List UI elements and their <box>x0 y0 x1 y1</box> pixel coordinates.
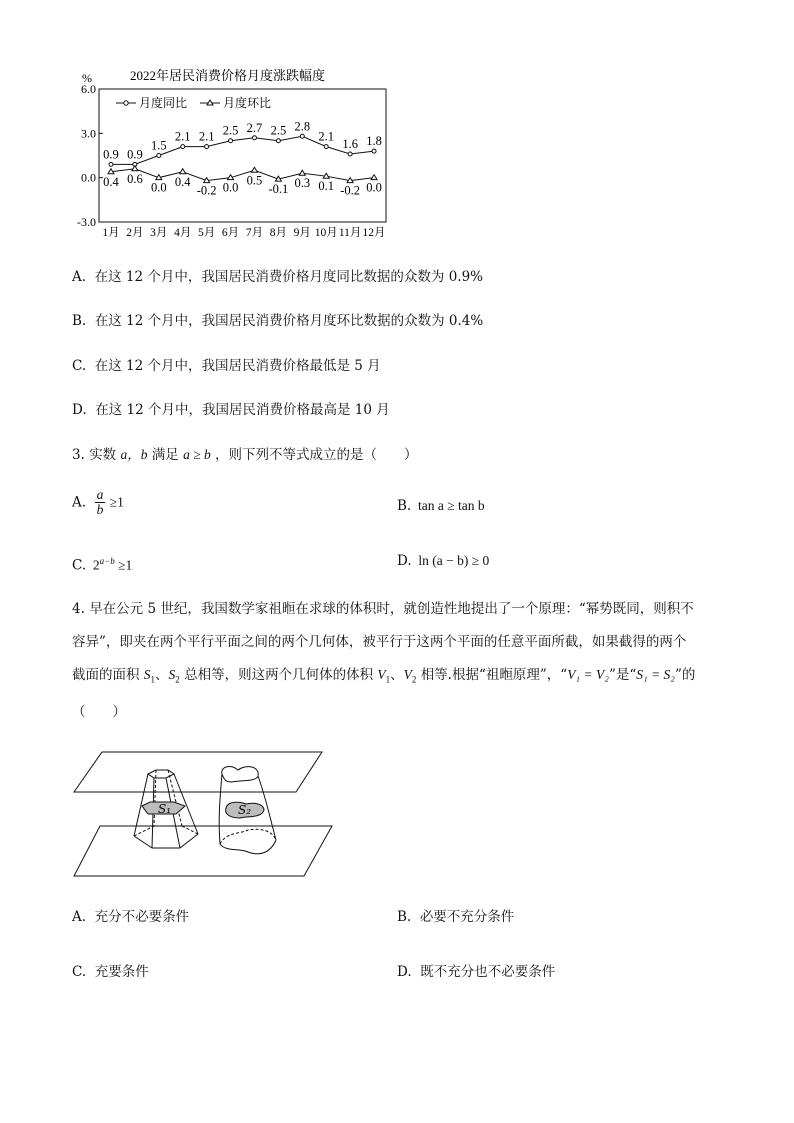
q4-stem-line1: 4. 早在公元 5 世纪，我国数学家祖暅在求球的体积时，就创造性地提出了一个原理：“幂势既同，则积不 <box>72 601 694 617</box>
section-label-s2: S₂ <box>238 803 252 817</box>
x-tick-label: 6月 <box>221 227 240 239</box>
y-tick-label: 6.0 <box>81 82 96 96</box>
data-point <box>299 170 305 175</box>
x-tick-label: 8月 <box>269 227 287 239</box>
q2-option-b[interactable] <box>72 312 483 330</box>
data-label: 0.0 <box>222 180 239 195</box>
data-label: 0.0 <box>150 180 167 195</box>
x-tick-label: 10月 <box>314 227 338 239</box>
x-tick-label: 2月 <box>126 227 144 239</box>
data-label: 0.0 <box>366 180 382 195</box>
x-tick-label: 9月 <box>293 227 311 239</box>
q3-option-b[interactable]: B. tan a ≥ tan b <box>397 498 485 514</box>
data-label: 2.1 <box>174 129 191 144</box>
q4-option-c[interactable]: C. 充要条件 <box>72 964 149 980</box>
data-point <box>276 139 280 143</box>
data-label: 0.4 <box>103 174 119 189</box>
data-point <box>371 175 377 180</box>
zugeng-principle-figure <box>70 748 335 880</box>
q4-stem-line3: 截面的面积 $S_1$、$S_2$ 总相等，则这两个几何体的体积 $V_1$、$V_2$ 相等.根据“祖暅原理”，“V₁ = V₂”是“S₁ = S₂”的 <box>72 667 696 685</box>
data-label: 1.5 <box>150 138 167 153</box>
section-label-s1: S₁ <box>158 802 172 816</box>
data-point <box>229 139 233 143</box>
data-label: -0.2 <box>340 183 361 198</box>
data-point <box>251 167 257 172</box>
data-label: 0.9 <box>103 147 119 162</box>
option-text: 在这 12 个月中，我国居民消费价格最低是 5 月 <box>94 358 381 374</box>
x-tick-label: 12月 <box>362 227 386 239</box>
data-point <box>132 166 138 171</box>
cpi-line-chart <box>70 66 400 246</box>
data-label: 2.1 <box>318 129 335 144</box>
legend-label: 月度同比 <box>139 96 188 110</box>
data-label: 2.1 <box>198 129 215 144</box>
q4-stem-line2: 容异”，即夹在两个平行平面之间的两个几何体，被平行于这两个平面的任意平面所截，如果截得的两个 <box>72 634 687 650</box>
y-tick-label: 0.0 <box>81 170 96 185</box>
data-label: 2.7 <box>246 120 263 135</box>
data-point <box>180 169 186 174</box>
data-label: 2.5 <box>270 123 287 138</box>
data-point <box>181 145 185 149</box>
data-label: 0.3 <box>294 176 311 191</box>
data-point <box>109 162 113 166</box>
option-text: 在这 12 个月中，我国居民消费价格月度同比数据的众数为 0.9% <box>94 269 483 285</box>
option-letter: D. <box>72 402 87 418</box>
q4-paren: （ ） <box>72 704 126 720</box>
data-point <box>372 149 376 153</box>
data-label: -0.2 <box>196 183 217 198</box>
x-tick-label: 5月 <box>198 227 216 239</box>
data-point <box>324 145 328 149</box>
legend-label: 月度环比 <box>223 96 272 110</box>
data-label: 0.1 <box>318 179 335 194</box>
option-text: 在这 12 个月中，我国居民消费价格月度环比数据的众数为 0.4% <box>94 313 484 329</box>
option-text: 在这 12 个月中，我国居民消费价格最高是 10 月 <box>95 402 390 418</box>
x-tick-label: 1月 <box>102 227 120 239</box>
x-tick-label: 4月 <box>174 227 192 239</box>
data-label: 0.9 <box>127 147 143 162</box>
q3-option-c[interactable]: C. $2^{a-b} \ge 1$ <box>72 556 133 574</box>
q3-option-a[interactable]: A. $\frac{a}{b}$ ≥1 <box>72 487 124 517</box>
chart-title: 2022年居民消费价格月度涨跌幅度 <box>130 68 326 83</box>
data-point <box>252 136 256 140</box>
q3-stem: 3. 实数 a，b 满足 a ≥ b ，则下列不等式成立的是（ ） <box>72 447 418 463</box>
question-number: 4. <box>72 601 85 617</box>
data-label: 0.6 <box>127 171 143 186</box>
data-point <box>348 152 352 156</box>
data-label: 0.4 <box>174 174 191 189</box>
q3-option-d[interactable]: D. ln (a − b) ≥ 0 <box>397 553 490 569</box>
y-tick-label: -3.0 <box>77 215 96 229</box>
data-label: 1.8 <box>366 134 382 149</box>
data-point <box>157 154 161 158</box>
x-tick-label: 7月 <box>245 227 264 239</box>
option-letter: B. <box>72 313 87 329</box>
bottom-plane <box>74 826 332 876</box>
data-point <box>300 134 304 138</box>
data-label: -0.1 <box>268 182 289 197</box>
q4-option-a[interactable]: A. 充分不必要条件 <box>72 909 190 925</box>
option-letter: A. <box>72 269 87 285</box>
data-label: 0.5 <box>246 173 263 188</box>
q2-option-d[interactable] <box>72 401 390 419</box>
top-plane <box>74 752 322 792</box>
series-line-mom <box>111 169 374 181</box>
x-tick-label: 3月 <box>150 227 168 239</box>
data-label: 1.6 <box>342 137 358 152</box>
data-point <box>205 145 209 149</box>
q2-option-c[interactable] <box>72 357 381 375</box>
option-letter: C. <box>72 358 87 374</box>
q4-option-d[interactable]: D. 既不充分也不必要条件 <box>397 964 556 980</box>
q2-option-a[interactable] <box>72 268 483 286</box>
fraction: $\frac{a}{b}$ <box>96 487 104 517</box>
x-tick-label: 11月 <box>338 227 362 239</box>
q4-option-b[interactable]: B. 必要不充分条件 <box>397 909 515 925</box>
data-label: 2.5 <box>222 123 239 138</box>
chart-y-unit: % <box>82 71 92 85</box>
legend-marker <box>124 101 128 105</box>
question-number: 3. <box>72 447 85 463</box>
data-label: 2.8 <box>294 119 311 134</box>
y-tick-label: 3.0 <box>81 126 96 141</box>
